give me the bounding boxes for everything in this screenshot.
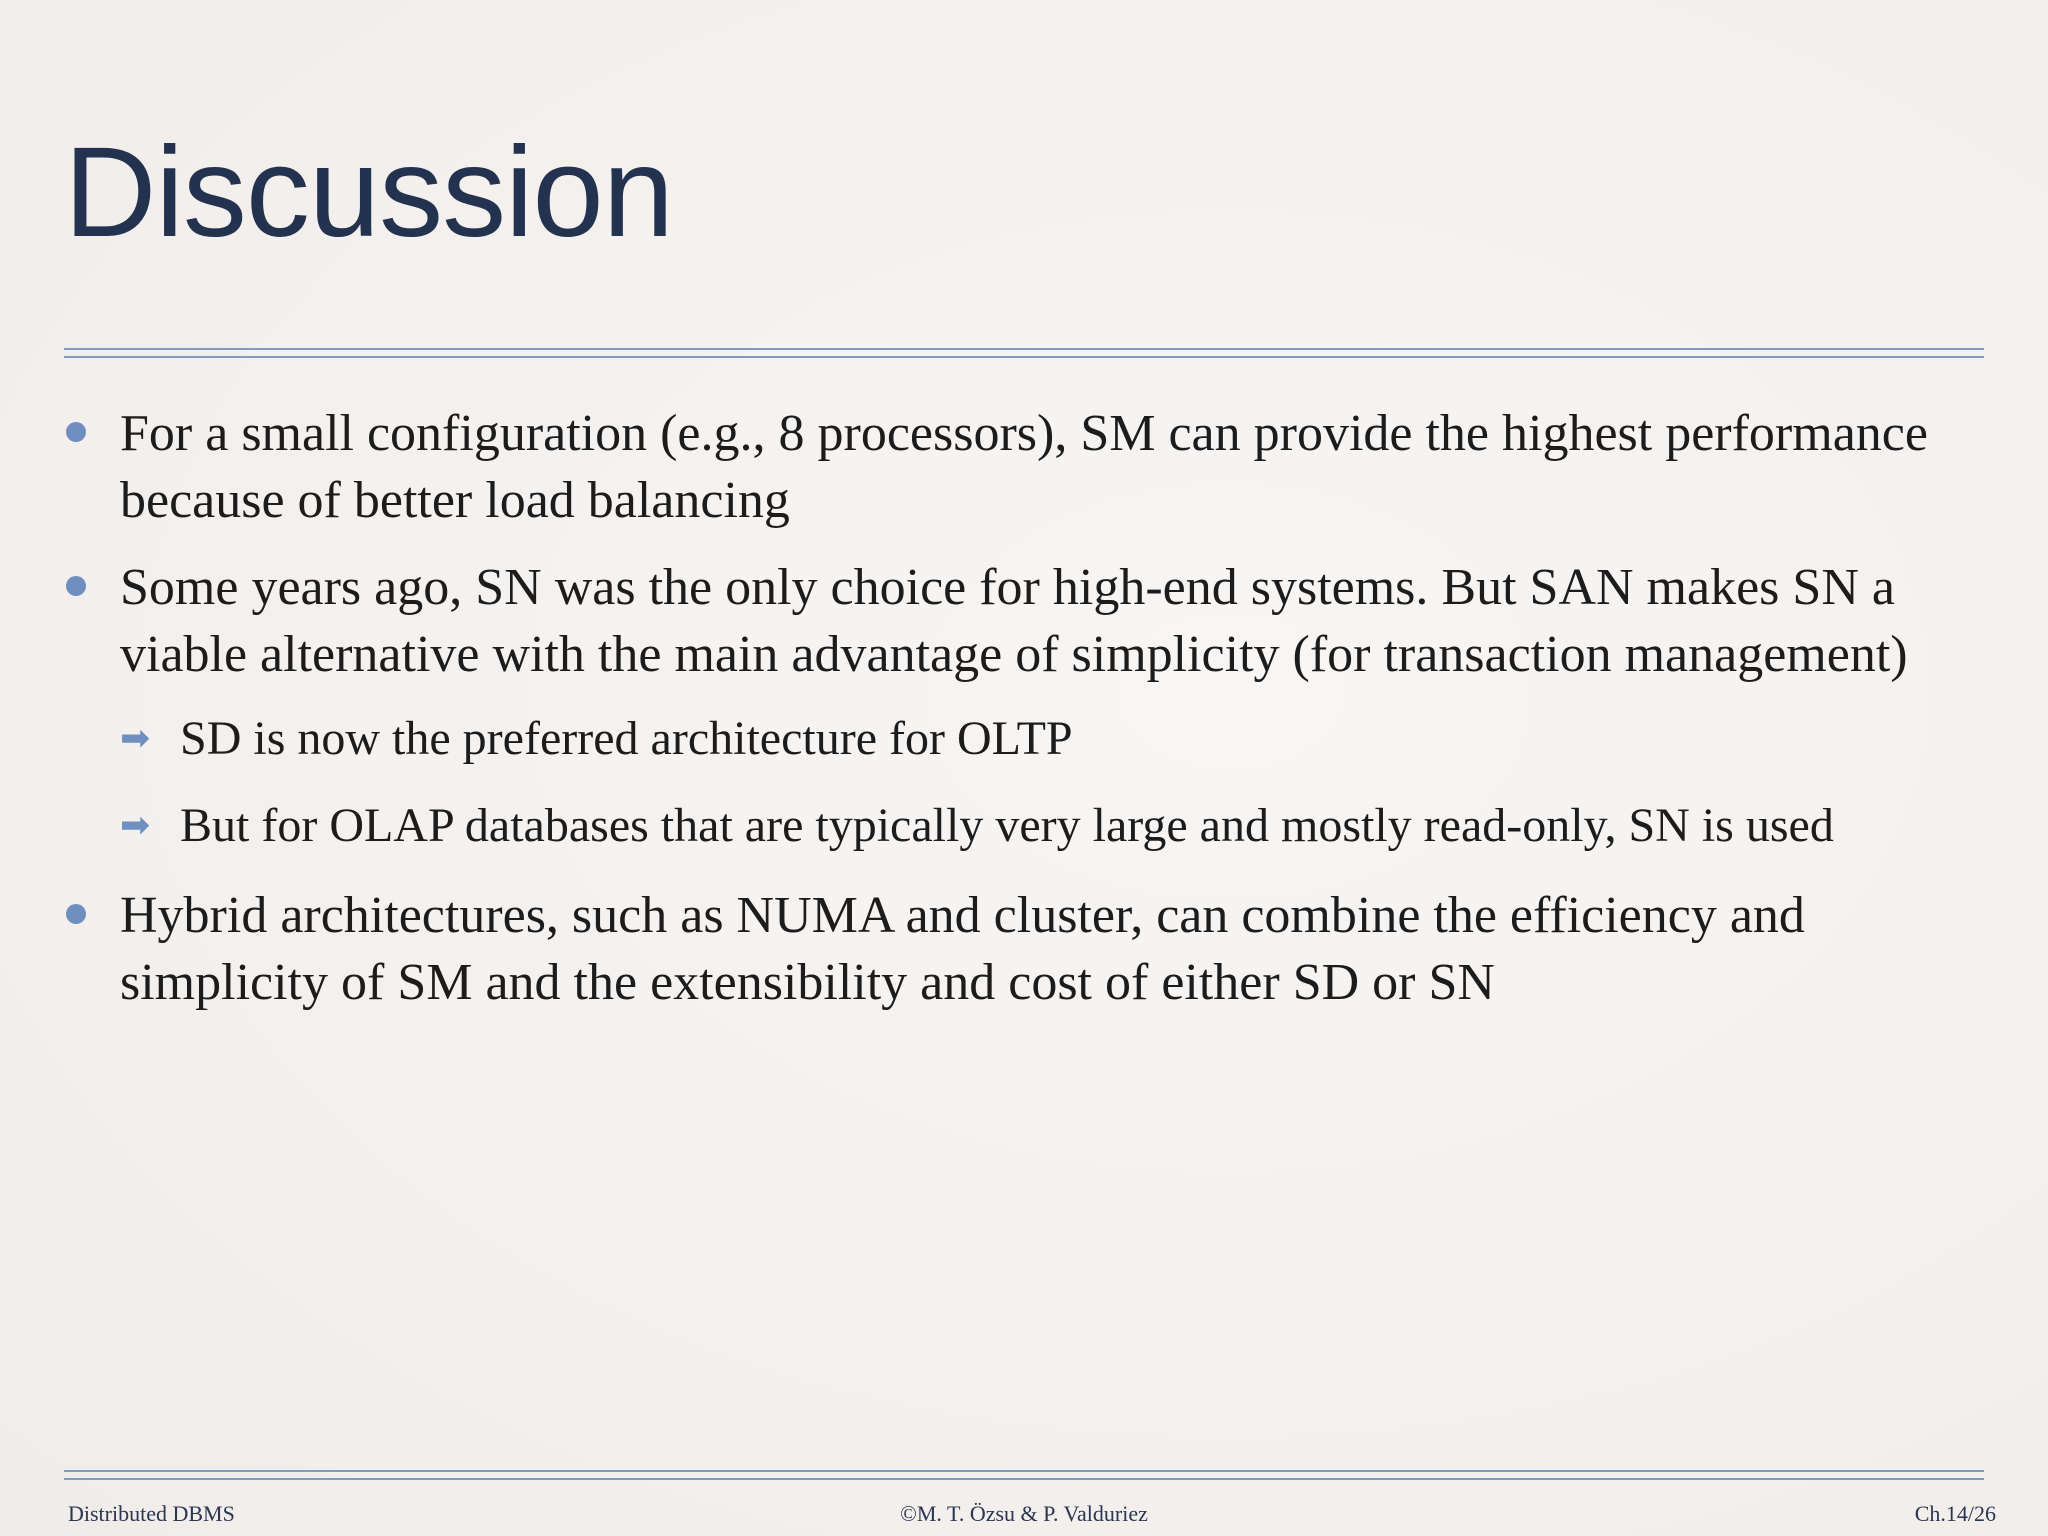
- footer-copyright: ©M. T. Özsu & P. Valduriez: [900, 1501, 1148, 1526]
- bullet-item: [64, 882, 1944, 1016]
- bullet-text: Hybrid architectures, such as NUMA and cluster, can combine the efficiency and simplicity of SM and the extensibility and cost of either SD or SN: [120, 887, 1805, 1011]
- bullet-text: Some years ago, SN was the only choice for high-end systems. But SAN makes SN a viable alternative with the main advantage of simplicity (for transaction management): [120, 559, 1908, 683]
- bullet-text: For a small configuration (e.g., 8 processors), SM can provide the highest performance because of better load balancing: [120, 405, 1928, 529]
- sub-bullet-text: But for OLAP databases that are typically very large and mostly read-only, SN is used: [180, 799, 1834, 852]
- sub-bullet-item: [120, 708, 1944, 770]
- bullet-dot-icon: [66, 576, 86, 596]
- right-arrow-icon: ➡: [120, 718, 151, 759]
- sub-bullet-list: [120, 708, 1944, 857]
- footer-course-title: Distributed DBMS: [68, 1501, 235, 1526]
- slide-title: Discussion: [64, 121, 673, 264]
- bullet-item: [64, 554, 1944, 857]
- sub-bullet-item: [120, 795, 1944, 857]
- bullet-list: [64, 400, 1944, 1036]
- footer-page-number: Ch.14/26: [1914, 1501, 1996, 1526]
- title-divider: [64, 348, 1984, 358]
- bullet-item: [64, 400, 1944, 534]
- sub-bullet-text: SD is now the preferred architecture for OLTP: [180, 712, 1073, 765]
- bullet-dot-icon: [66, 904, 86, 924]
- right-arrow-icon: ➡: [120, 805, 151, 846]
- footer-divider: [64, 1470, 1984, 1480]
- bullet-dot-icon: [66, 422, 86, 442]
